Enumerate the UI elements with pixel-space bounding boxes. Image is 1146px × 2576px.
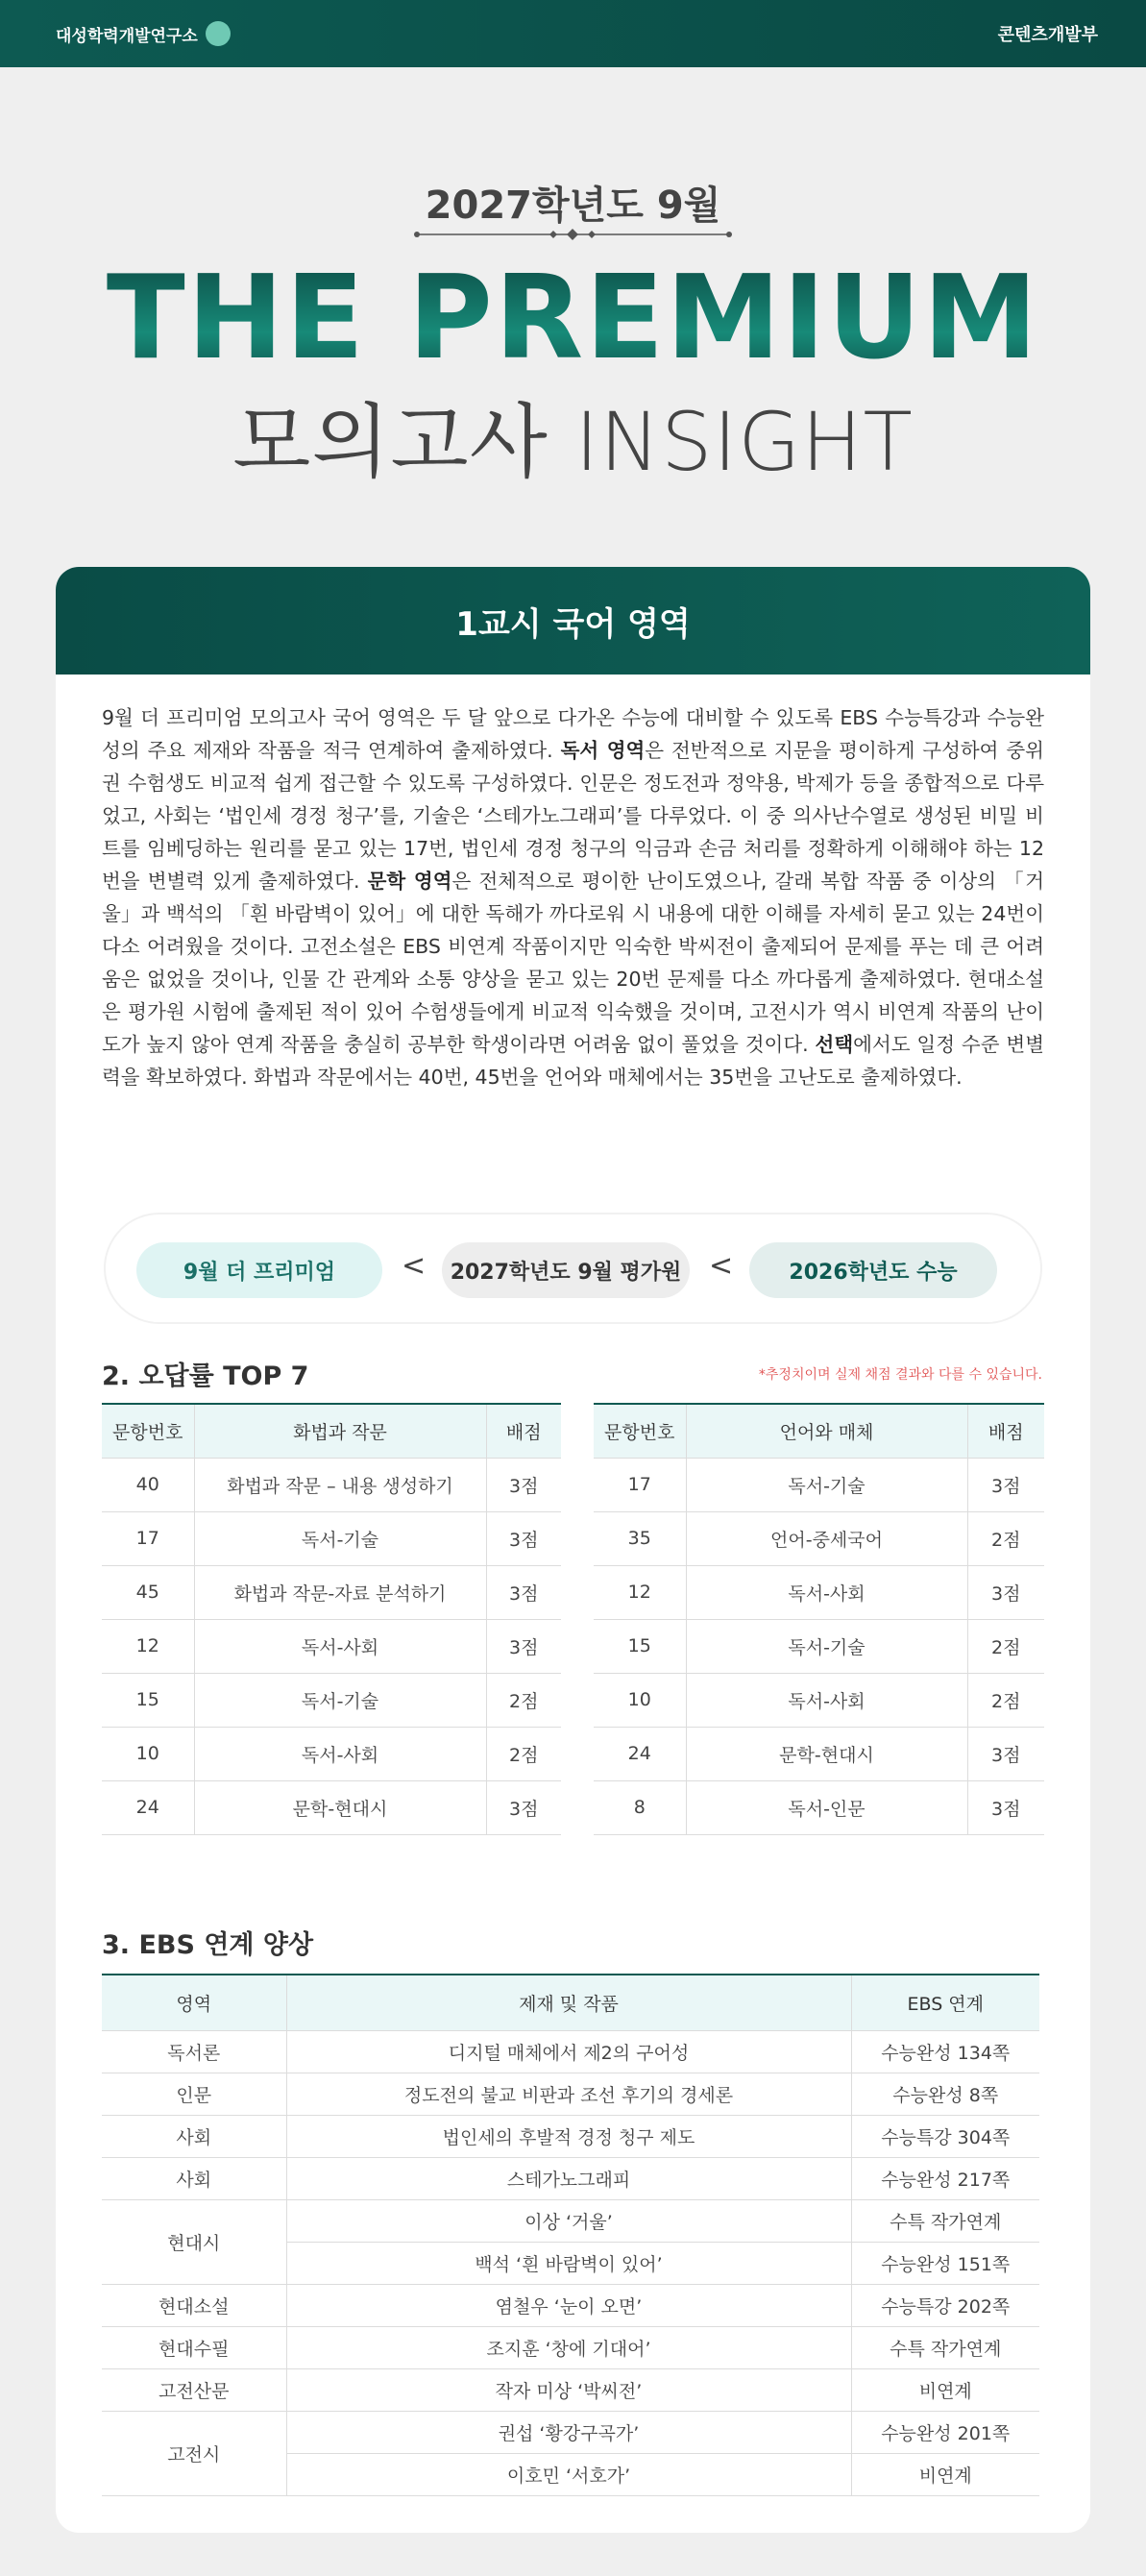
area-cell: 고전산문 xyxy=(102,2368,286,2411)
top7-table-speech xyxy=(102,1403,561,1835)
work-cell: 조지훈 ‘창에 기대어’ xyxy=(286,2326,851,2368)
table-cell: 12 xyxy=(594,1565,686,1619)
section-title: 1교시 국어 영역 xyxy=(56,567,1090,675)
area-cell: 고전시 xyxy=(102,2411,286,2495)
table-cell: 독서-사회 xyxy=(194,1619,486,1673)
exam-pill-suneung: 2026학년도 수능 xyxy=(749,1242,997,1298)
table-cell: 2점 xyxy=(967,1673,1044,1727)
table-row xyxy=(102,2326,1039,2368)
work-cell: 법인세의 후발적 경정 청구 제도 xyxy=(286,2115,851,2157)
ebs-link-cell: 비연계 xyxy=(851,2368,1039,2411)
table-row xyxy=(594,1673,1044,1727)
estimate-note: *추정치이며 실제 채점 결과와 다를 수 있습니다. xyxy=(758,1367,1042,1383)
brand-name: 대성학력개발연구소 xyxy=(56,26,198,46)
work-cell: 이상 ‘거울’ xyxy=(286,2199,851,2242)
table-header: 문항번호 xyxy=(102,1404,194,1458)
table-cell: 3점 xyxy=(486,1619,561,1673)
ebs-link-cell: 수능완성 8쪽 xyxy=(851,2073,1039,2115)
table-header: EBS 연계 xyxy=(851,1975,1039,2030)
table-cell: 45 xyxy=(102,1565,194,1619)
table-cell: 24 xyxy=(102,1780,194,1834)
table-row xyxy=(594,1511,1044,1565)
table-cell: 35 xyxy=(594,1511,686,1565)
summary-text: 에서도 일정 수준 변별력을 확보하였다. 화법과 작문에서는 40번, 45번을 언어와 매체에서는 35번을 고난도로 출제하였다. xyxy=(102,1033,1044,1089)
table-cell: 3점 xyxy=(967,1458,1044,1511)
table-row xyxy=(594,1565,1044,1619)
work-cell: 권섭 ‘황강구곡가’ xyxy=(286,2411,851,2453)
table-cell: 2점 xyxy=(486,1673,561,1727)
table-cell: 2점 xyxy=(967,1619,1044,1673)
table-row xyxy=(102,1673,561,1727)
table-cell: 15 xyxy=(102,1673,194,1727)
table-cell: 독서-인문 xyxy=(686,1780,967,1834)
table-cell: 화법과 작문 – 내용 생성하기 xyxy=(194,1458,486,1511)
area-cell: 인문 xyxy=(102,2073,286,2115)
table-cell: 2점 xyxy=(967,1511,1044,1565)
ebs-link-table xyxy=(102,1974,1039,2496)
table-cell: 12 xyxy=(102,1619,194,1673)
table-cell: 독서-기술 xyxy=(194,1673,486,1727)
table-cell: 독서-기술 xyxy=(686,1458,967,1511)
table-cell: 3점 xyxy=(967,1780,1044,1834)
brand xyxy=(56,0,231,67)
exam-pill-premium: 9월 더 프리미엄 xyxy=(136,1242,382,1298)
table-header: 영역 xyxy=(102,1975,286,2030)
ebs-link-cell: 수능완성 201쪽 xyxy=(851,2411,1039,2453)
top-bar xyxy=(0,0,1146,67)
area-cell: 독서론 xyxy=(102,2030,286,2073)
summary-highlight: 독서 영역 xyxy=(560,739,646,762)
table-header: 배점 xyxy=(967,1404,1044,1458)
area-cell: 사회 xyxy=(102,2115,286,2157)
summary-text: 은 전반적으로 지문을 평이하게 구성하여 중위권 수험생도 비교적 쉽게 접근할 수 있도록 구성하였다. 인문은 정도전과 정약용, 박제가 등을 종합적으로 다루었고, 사회는 ‘법인세 경정 청구’를, 기술은 ‘스테가노그래피’를 다루었다. 이 중 의사난수열로 생성된 비밀 비트를 임베딩하는 원리를 묻고 있는 17번, 법인세 경정 청구의 익금과 손금 처리를 정확하게 이해해야 하는 12번을 변별력 있게 출제하였다. xyxy=(102,739,1044,893)
work-cell: 정도전의 불교 비판과 조선 후기의 경세론 xyxy=(286,2073,851,2115)
table-cell: 문학-현대시 xyxy=(686,1727,967,1780)
table-cell: 15 xyxy=(594,1619,686,1673)
table-header: 제재 및 작품 xyxy=(286,1975,851,2030)
table-cell: 8 xyxy=(594,1780,686,1834)
table-cell: 독서-사회 xyxy=(686,1673,967,1727)
summary-highlight: 선택 xyxy=(815,1033,854,1056)
table-row xyxy=(102,2115,1039,2157)
summary-highlight: 문학 영역 xyxy=(367,870,452,893)
ebs-link-cell: 수능특강 202쪽 xyxy=(851,2284,1039,2326)
table-row xyxy=(102,2073,1039,2115)
table-cell: 독서-사회 xyxy=(194,1727,486,1780)
table-row xyxy=(594,1780,1044,1834)
table-row xyxy=(102,2411,1039,2453)
table-cell: 3점 xyxy=(967,1727,1044,1780)
chevron-left-icon: < xyxy=(402,1249,427,1283)
table-row xyxy=(102,1727,561,1780)
ebs-link-cell: 수특 작가연계 xyxy=(851,2326,1039,2368)
table-cell: 3점 xyxy=(967,1565,1044,1619)
table-cell: 3점 xyxy=(486,1458,561,1511)
table-row xyxy=(594,1458,1044,1511)
table-row xyxy=(102,1511,561,1565)
section-summary xyxy=(102,701,1044,1093)
table-row xyxy=(102,2368,1039,2411)
table-cell: 40 xyxy=(102,1458,194,1511)
table-cell: 17 xyxy=(594,1458,686,1511)
table-header: 배점 xyxy=(486,1404,561,1458)
table-cell: 3점 xyxy=(486,1565,561,1619)
chevron-left-icon: < xyxy=(709,1249,734,1283)
hero-year: 2027학년도 9월 xyxy=(425,184,721,228)
work-cell: 백석 ‘흰 바람벽이 있어’ xyxy=(286,2242,851,2284)
work-cell: 작자 미상 ‘박씨전’ xyxy=(286,2368,851,2411)
ebs-link-cell: 수능완성 217쪽 xyxy=(851,2157,1039,2199)
table-cell: 독서-사회 xyxy=(686,1565,967,1619)
hero-subtitle: 모의고사 INSIGHT xyxy=(232,395,914,489)
table-cell: 화법과 작문-자료 분석하기 xyxy=(194,1565,486,1619)
table-header: 언어와 매체 xyxy=(686,1404,967,1458)
ebs-link-cell: 수특 작가연계 xyxy=(851,2199,1039,2242)
table-header: 화법과 작문 xyxy=(194,1404,486,1458)
exam-pill-sep: 2027학년도 9월 평가원 xyxy=(442,1242,690,1298)
area-cell: 현대시 xyxy=(102,2199,286,2284)
work-cell: 디지털 매체에서 제2의 구어성 xyxy=(286,2030,851,2073)
table-cell: 3점 xyxy=(486,1511,561,1565)
table-row xyxy=(102,2284,1039,2326)
table-cell: 10 xyxy=(594,1673,686,1727)
table-row xyxy=(102,1780,561,1834)
table-cell: 언어-중세국어 xyxy=(686,1511,967,1565)
top7-table-language xyxy=(594,1403,1044,1835)
work-cell: 이호민 ‘서호가’ xyxy=(286,2453,851,2495)
table-row xyxy=(594,1619,1044,1673)
ebs-link-cell: 비연계 xyxy=(851,2453,1039,2495)
work-cell: 스테가노그래피 xyxy=(286,2157,851,2199)
area-cell: 사회 xyxy=(102,2157,286,2199)
area-cell: 현대수필 xyxy=(102,2326,286,2368)
table-cell: 3점 xyxy=(486,1780,561,1834)
table-cell: 17 xyxy=(102,1511,194,1565)
table-row xyxy=(102,1565,561,1619)
department-label: 콘텐츠개발부 xyxy=(997,25,1098,45)
table-row xyxy=(102,2199,1039,2242)
table-cell: 24 xyxy=(594,1727,686,1780)
table-row xyxy=(102,1458,561,1511)
ebs-link-cell: 수능완성 151쪽 xyxy=(851,2242,1039,2284)
ornament-divider-icon xyxy=(413,229,733,240)
table-row xyxy=(102,2157,1039,2199)
ebs-link-cell: 수능특강 304쪽 xyxy=(851,2115,1039,2157)
korean-section-card xyxy=(56,567,1090,2533)
summary-text: 은 전체적으로 평이한 난이도였으나, 갈래 복합 작품 중 이상의 「거울」과 백석의 「흰 바람벽이 있어」에 대한 독해가 까다로워 시 내용에 대한 이해를 자세히 묻고 있는 24번이 다소 어려웠을 것이다. 고전소설은 EBS 비연계 작품이지만 익숙한 박씨전이 출제되어 문제를 푸는 데 큰 어려움은 없었을 것이나, 인물 간 관계와 소통 양상을 묻고 있는 20번 문제를 다소 까다롭게 출제하였다. 현대소설은 평가원 시험에 출제된 적이 있어 수험생들에게 비교적 익숙했을 것이며, 고전시가 역시 비연계 작품의 난이도가 높지 않아 연계 작품을 충실히 공부한 학생이라면 어려움 없이 풀었을 것이다. xyxy=(102,870,1045,1056)
table-row xyxy=(102,2030,1039,2073)
exam-comparison-bar xyxy=(104,1213,1042,1324)
table-cell: 문학-현대시 xyxy=(194,1780,486,1834)
hero-title: THE PREMIUM xyxy=(0,252,1146,386)
work-cell: 염철우 ‘눈이 오면’ xyxy=(286,2284,851,2326)
area-cell: 현대소설 xyxy=(102,2284,286,2326)
ebs-title: 3. EBS 연계 양상 xyxy=(102,1930,314,1960)
brand-logo-icon xyxy=(206,21,231,46)
table-row xyxy=(102,1619,561,1673)
table-cell: 10 xyxy=(102,1727,194,1780)
summary-text: 9월 더 프리미엄 모의고사 국어 영역은 두 달 앞으로 다가온 수능에 대비할 수 있도록 EBS 수능특강과 수능완성의 주요 제재와 작품을 적극 연계하여 출제하였다. xyxy=(102,706,1044,762)
top7-title: 2. 오답률 TOP 7 xyxy=(102,1362,309,1391)
table-row xyxy=(594,1727,1044,1780)
table-cell: 독서-기술 xyxy=(194,1511,486,1565)
table-header: 문항번호 xyxy=(594,1404,686,1458)
table-cell: 독서-기술 xyxy=(686,1619,967,1673)
ebs-link-cell: 수능완성 134쪽 xyxy=(851,2030,1039,2073)
table-cell: 2점 xyxy=(486,1727,561,1780)
